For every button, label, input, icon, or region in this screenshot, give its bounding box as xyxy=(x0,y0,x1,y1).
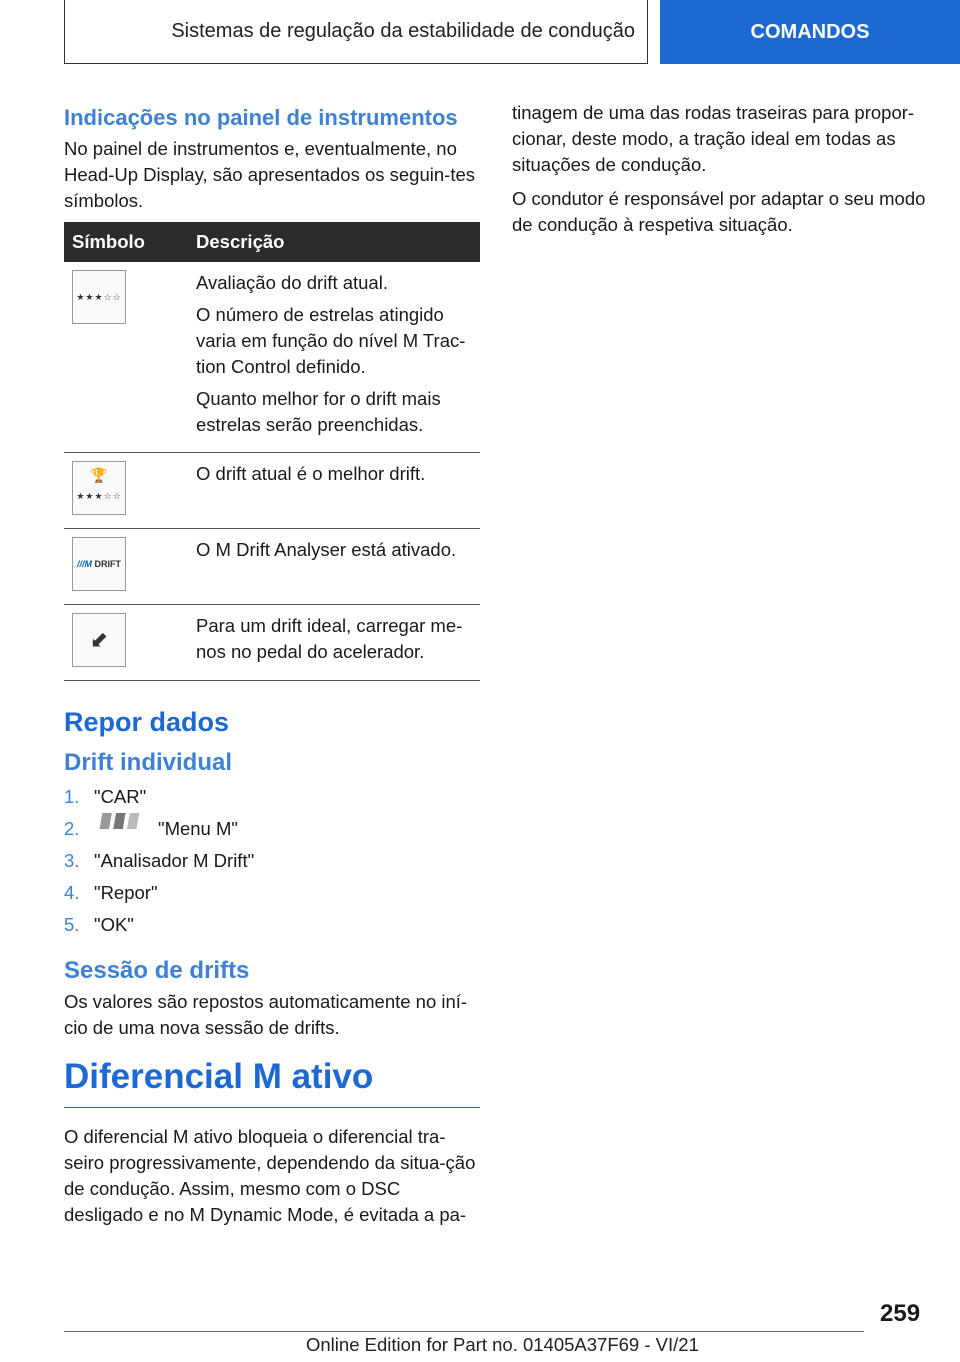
heading-indicacoes: Indicações no painel de instrumentos xyxy=(64,105,458,130)
heading-repor-dados: Repor dados xyxy=(64,707,230,737)
row3-para1: O M Drift Analyser está ativado. xyxy=(196,539,457,560)
running-header xyxy=(64,0,648,64)
m-menu-icon xyxy=(96,813,146,829)
m-drift-icon-label: DRIFT xyxy=(94,559,121,569)
drift-rating-stars-icon: ★★★☆☆ xyxy=(72,270,126,324)
chapter-tab xyxy=(660,0,960,64)
row1-para1: Avaliação do drift atual. xyxy=(196,272,388,293)
m-drift-icon: ///M DRIFT xyxy=(72,537,126,591)
row1-para3: Quanto melhor for o drift mais estrelas serão preenchidas. xyxy=(196,388,441,435)
left-column xyxy=(64,100,480,1236)
table-row xyxy=(64,529,480,605)
row4-para1: Para um drift ideal, carregar me-nos no pedal do acelerador. xyxy=(196,615,463,662)
list-item: 3. "Analisador M Drift" xyxy=(64,850,255,871)
heading-drift-individual: Drift individual xyxy=(64,749,232,776)
section-title: Sistemas de regulação da estabilidade de condução xyxy=(171,20,635,42)
chapter-tab-label: COMANDOS xyxy=(750,20,870,43)
col-header-symbol: Símbolo xyxy=(64,222,188,262)
list-item: 2. "Menu M" xyxy=(64,813,480,845)
table-header-row xyxy=(64,222,480,262)
row2-para1: O drift atual é o melhor drift. xyxy=(196,463,426,484)
table-row xyxy=(64,453,480,529)
right-para2: O condutor é responsável por adaptar o seu modo de condução à respetiva situação. xyxy=(512,188,926,235)
right-column xyxy=(512,100,928,246)
row1-para2: O número de estrelas atingido varia em função do nível M Trac-tion Control definido. xyxy=(196,304,466,377)
col-header-description: Descrição xyxy=(188,222,480,262)
list-item: 1. "CAR" xyxy=(64,786,147,807)
heading-sessao-drifts: Sessão de drifts xyxy=(64,957,250,984)
steps-list xyxy=(64,781,480,941)
accelerator-pedal-icon: ⬋ xyxy=(72,613,126,667)
list-item: 4. "Repor" xyxy=(64,882,158,903)
trophy-stars-icon: 🏆 ★★★☆☆ xyxy=(72,461,126,515)
heading-diferencial: Diferencial M ativo xyxy=(64,1055,480,1108)
footer-edition: Online Edition for Part no. 01405A37F69 - VI/21 xyxy=(306,1334,699,1355)
sessao-text: Os valores são repostos automaticamente no iní-cio de uma nova sessão de drifts. xyxy=(64,991,468,1038)
list-item: 5. "OK" xyxy=(64,914,134,935)
table-row xyxy=(64,605,480,681)
diferencial-text: O diferencial M ativo bloqueia o diferencial tra-seiro progressivamente, dependendo da situa-ção de condução. Assim, mesmo com o DSC desligado e no M Dynamic Mode, é evitada a pa- xyxy=(64,1126,476,1225)
footer-divider xyxy=(64,1331,864,1332)
right-para1: tinagem de uma das rodas traseiras para propor-cionar, deste modo, a tração ideal em todas as situações de condução. xyxy=(512,102,915,175)
table-row xyxy=(64,262,480,453)
intro-text: No painel de instrumentos e, eventualmente, no Head-Up Display, são apresentados os seguin-tes símbolos. xyxy=(64,138,475,211)
symbol-table xyxy=(64,222,480,681)
page-number: 259 xyxy=(880,1300,921,1327)
